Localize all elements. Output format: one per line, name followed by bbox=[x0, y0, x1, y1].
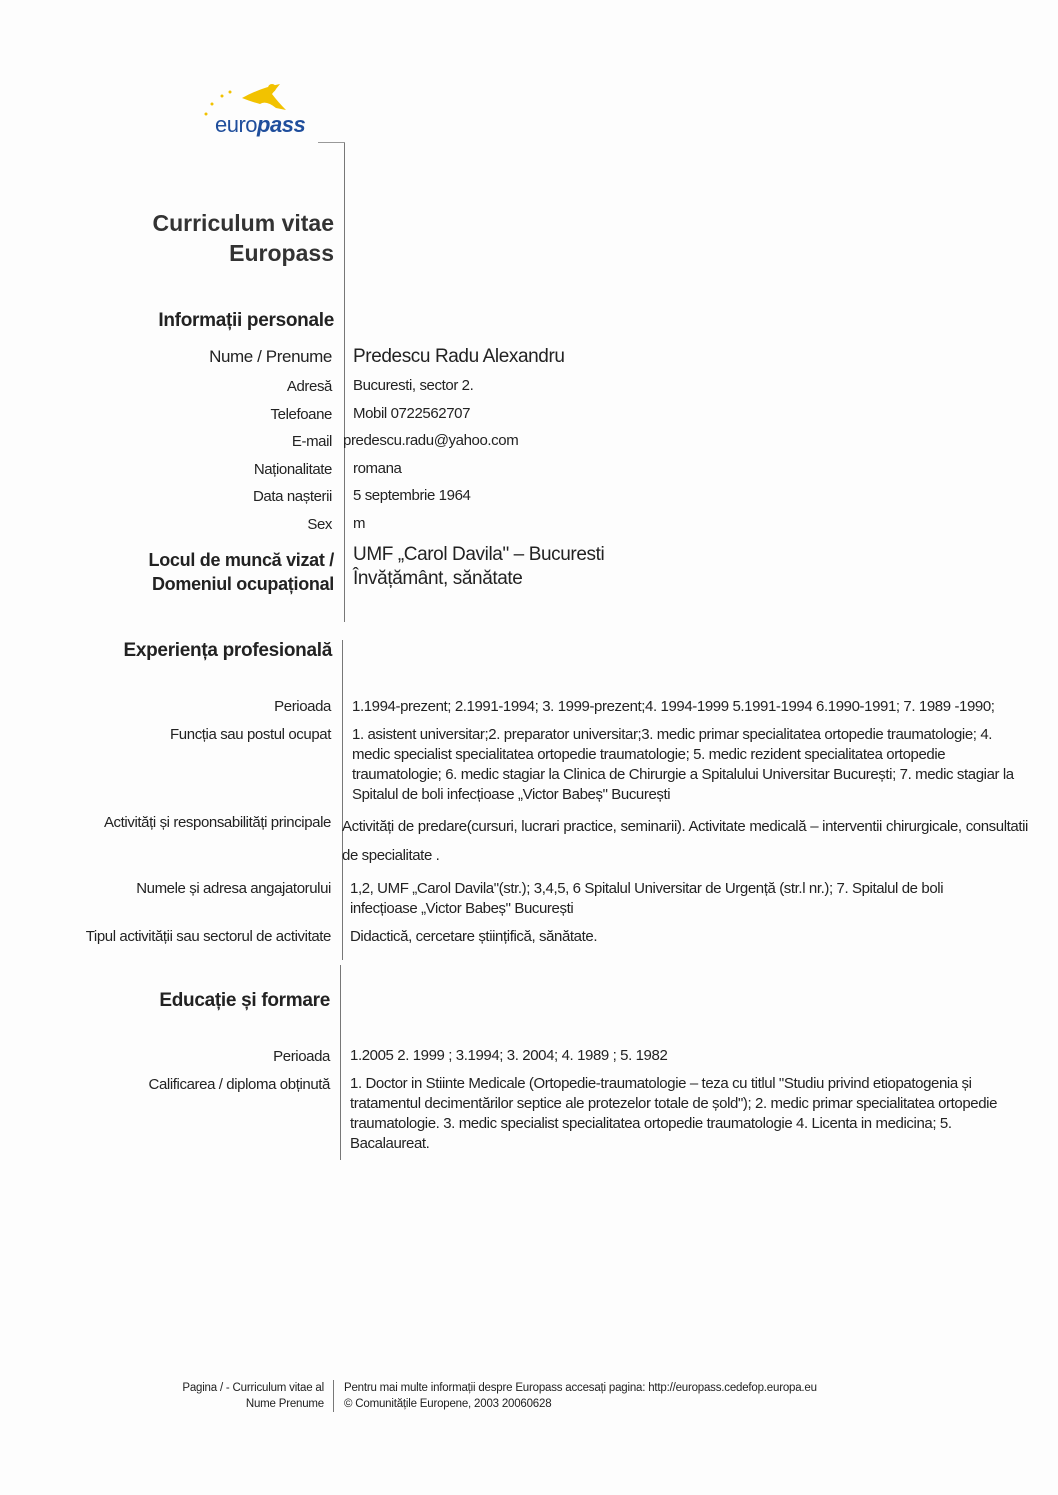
label-address: Adresă bbox=[286, 378, 332, 395]
value-address: Bucuresti, sector 2. bbox=[353, 377, 474, 394]
value-sex: m bbox=[353, 515, 366, 532]
value-birthdate: 5 septembrie 1964 bbox=[353, 487, 471, 504]
occupation-label bbox=[149, 548, 334, 596]
footer-left1: Pagina / - Curriculum vitae al bbox=[182, 1382, 324, 1394]
value-email[interactable]: predescu.radu@yahoo.com bbox=[343, 432, 519, 449]
logo-underline bbox=[318, 142, 345, 143]
section-heading-personal: Informații personale bbox=[158, 310, 334, 331]
value-exp-period: 1.1994-prezent; 2.1991-1994; 3. 1999-prezent;4. 1994-1999 5.1991-1994 6.1990-1991; 7. 1989 -1990; bbox=[352, 698, 995, 715]
label-edu-qualification: Calificarea / diploma obținută bbox=[148, 1076, 330, 1093]
europass-logo bbox=[200, 82, 320, 142]
occupation-label2: Domeniul ocupațional bbox=[151, 574, 334, 594]
label-exp-position: Funcția sau postul ocupat bbox=[170, 726, 331, 743]
section-heading-experience: Experiența profesională bbox=[123, 640, 332, 661]
logo-pass-text: pass bbox=[257, 112, 306, 137]
section-heading-education: Educație și formare bbox=[159, 990, 330, 1011]
label-exp-employer: Numele și adresa angajatorului bbox=[136, 880, 331, 897]
footer-left bbox=[182, 1380, 324, 1412]
value-exp-sector: Didactică, cercetare științifică, sănătate. bbox=[350, 928, 598, 945]
column-divider-top bbox=[344, 142, 345, 622]
value-exp-position: 1. asistent universitar;2. preparator universitar;3. medic primar specialitatea ortopedie traumatologie; 4. medic specialist specialitatea ortopedie traumatologie; 5. medic rezident specialitatea ortopedie traumatologie; 6. medic stagiar la Clinica de Chirurgie a Spitalului Universitar București; 7. medic stagiar la Spitalul de boli infecțioase „Victor Babeș" București bbox=[352, 726, 1014, 803]
label-name: Nume / Prenume bbox=[209, 347, 332, 366]
occupation-value1: UMF „Carol Davila" – Bucuresti bbox=[353, 544, 605, 565]
label-edu-period: Perioada bbox=[273, 1048, 330, 1065]
footer-divider bbox=[333, 1380, 334, 1412]
occupation-value2: Învățământ, sănătate bbox=[353, 568, 523, 589]
value-exp-employer: 1,2, UMF „Carol Davila"(str.); 3,4,5, 6 Spitalul Universitar de Urgență (str.l nr.); 7. Spitalul de boli infecțioase „Victor Babeș" București bbox=[350, 880, 944, 917]
value-phone: Mobil 0722562707 bbox=[353, 405, 471, 422]
title-line2: Europass bbox=[229, 240, 334, 266]
label-birthdate: Data nașterii bbox=[252, 488, 332, 505]
value-edu-qualification: 1. Doctor in Stiinte Medicale (Ortopedie-traumatologie – teza cu titlul "Studiu privind etiopatogenia și tratamentul decimentărilor septice ale protezelor totale de șold"); 2. medic primar specialitatea ortopedie traumatologie. 3. medic specialist specialitatea ortopedie traumatologie 4. Licenta in medicina; 5. Bacalaureat. bbox=[350, 1075, 998, 1152]
occupation-label1: Locul de muncă vizat / bbox=[148, 550, 334, 570]
label-email: E-mail bbox=[291, 433, 332, 450]
value-name: Predescu Radu Alexandru bbox=[353, 346, 565, 367]
logo-euro-text: euro bbox=[215, 112, 258, 137]
occupation-value bbox=[353, 543, 604, 591]
label-phone: Telefoane bbox=[270, 406, 332, 423]
column-divider-mid bbox=[342, 640, 343, 960]
label-nationality: Naționalitate bbox=[253, 461, 332, 478]
label-exp-period: Perioada bbox=[274, 698, 331, 715]
footer-right1: Pentru mai multe informații despre Europass accesați pagina: http://europass.cedefop.europa.eu bbox=[344, 1382, 817, 1394]
document-title bbox=[153, 208, 335, 268]
label-exp-activities: Activități și responsabilități principale bbox=[103, 814, 331, 831]
footer-right bbox=[344, 1380, 817, 1412]
value-edu-period: 1.2005 2. 1999 ; 3.1994; 3. 2004; 4. 1989 ; 5. 1982 bbox=[350, 1047, 668, 1064]
footer-left2: Nume Prenume bbox=[245, 1398, 324, 1410]
value-nationality: romana bbox=[353, 460, 402, 477]
label-exp-sector: Tipul activității sau sectorul de activitate bbox=[85, 928, 331, 945]
title-line1: Curriculum vitae bbox=[152, 210, 334, 236]
column-divider-bottom bbox=[340, 965, 341, 1160]
footer-right2: © Comunitățile Europene, 2003 20060628 bbox=[344, 1398, 552, 1410]
value-exp-activities: Activități de predare(cursuri, lucrari practice, seminarii). Activitate medicală – interventii chirurgicale, consultatii de specialitate . bbox=[342, 818, 1028, 864]
label-sex: Sex bbox=[307, 516, 332, 533]
